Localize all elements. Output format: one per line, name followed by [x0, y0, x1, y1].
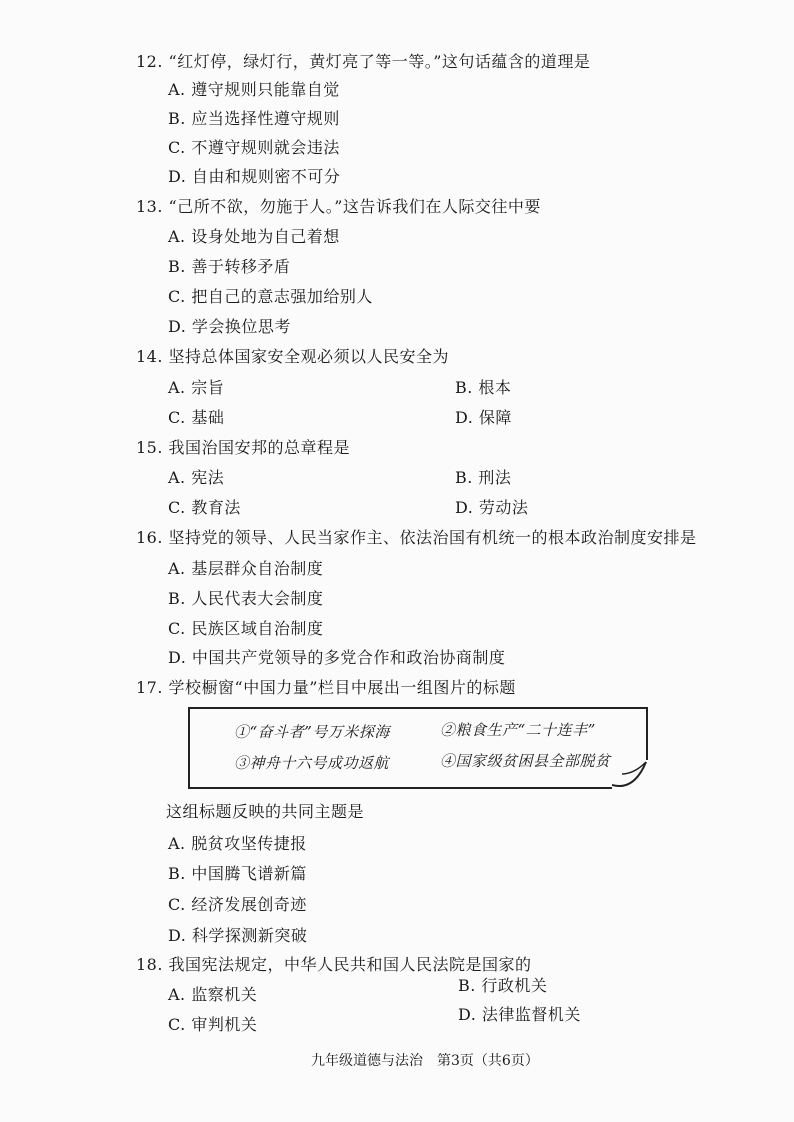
- question-12-option-b: B. 应当选择性遵守规则: [168, 109, 340, 128]
- question-18-option-d: D. 法律监督机关: [458, 1005, 581, 1024]
- question-13-option-d: D. 学会换位思考: [168, 317, 291, 336]
- page-footer: 九年级道德与法治 第3页（共6页）: [311, 1053, 539, 1069]
- picture-titles-box: [188, 707, 648, 789]
- question-18-option-a: A. 监察机关: [168, 985, 258, 1004]
- question-14-option-d: D. 保障: [455, 408, 512, 427]
- question-14-option-c: C. 基础: [168, 408, 225, 427]
- question-17-option-a: A. 脱贫攻坚传捷报: [168, 834, 307, 853]
- picture-title-1: ①“奋斗者”号万米探海: [234, 723, 390, 741]
- question-16-option-d: D. 中国共产党领导的多党合作和政治协商制度: [168, 648, 506, 667]
- question-18-stem: 18. 我国宪法规定，中华人民共和国人民法院是国家的: [136, 955, 532, 974]
- question-17-stem: 17. 学校橱窗“中国力量”栏目中展出一组图片的标题: [136, 678, 516, 697]
- question-14-stem: 14. 坚持总体国家安全观必须以人民安全为: [136, 347, 450, 366]
- picture-title-4: ④国家级贫困县全部脱贫: [440, 752, 611, 770]
- question-18-option-c: C. 审判机关: [168, 1015, 258, 1034]
- question-17-option-c: C. 经济发展创奇迹: [168, 895, 307, 914]
- question-15-option-c: C. 教育法: [168, 498, 241, 517]
- picture-title-2: ②粮食生产“二十连丰”: [440, 721, 596, 739]
- picture-title-3: ③神舟十六号成功返航: [234, 754, 390, 772]
- question-13-option-b: B. 善于转移矛盾: [168, 257, 291, 276]
- page-curl-corner: [612, 760, 652, 796]
- question-12-option-d: D. 自由和规则密不可分: [168, 167, 341, 186]
- question-15-option-d: D. 劳动法: [455, 498, 529, 517]
- question-14-option-b: B. 根本: [455, 378, 512, 397]
- question-16-stem: 16. 坚持党的领导、人民当家作主、依法治国有机统一的根本政治制度安排是: [136, 528, 697, 547]
- question-16-option-a: A. 基层群众自治制度: [168, 559, 324, 578]
- question-14-option-a: A. 宗旨: [168, 378, 225, 397]
- question-15-stem: 15. 我国治国安邦的总章程是: [136, 438, 351, 457]
- question-12-option-a: A. 遵守规则只能靠自觉: [168, 80, 340, 99]
- question-17-option-b: B. 中国腾飞谱新篇: [168, 864, 307, 883]
- question-16-option-b: B. 人民代表大会制度: [168, 589, 324, 608]
- question-15-option-a: A. 宪法: [168, 468, 225, 487]
- question-13-stem: 13. “己所不欲，勿施于人。”这告诉我们在人际交往中要: [136, 197, 541, 216]
- question-13-option-c: C. 把自己的意志强加给别人: [168, 287, 373, 306]
- question-17-option-d: D. 科学探测新突破: [168, 926, 308, 945]
- question-12-option-c: C. 不遵守规则就会违法: [168, 138, 340, 157]
- question-16-option-c: C. 民族区域自治制度: [168, 619, 324, 638]
- question-12-stem: 12. “红灯停，绿灯行，黄灯亮了等一等。”这句话蕴含的道理是: [136, 52, 591, 71]
- question-17-followup: 这组标题反映的共同主题是: [166, 802, 365, 821]
- question-15-option-b: B. 刑法: [455, 468, 512, 487]
- question-18-option-b: B. 行政机关: [458, 976, 548, 995]
- question-13-option-a: A. 设身处地为自己着想: [168, 227, 340, 246]
